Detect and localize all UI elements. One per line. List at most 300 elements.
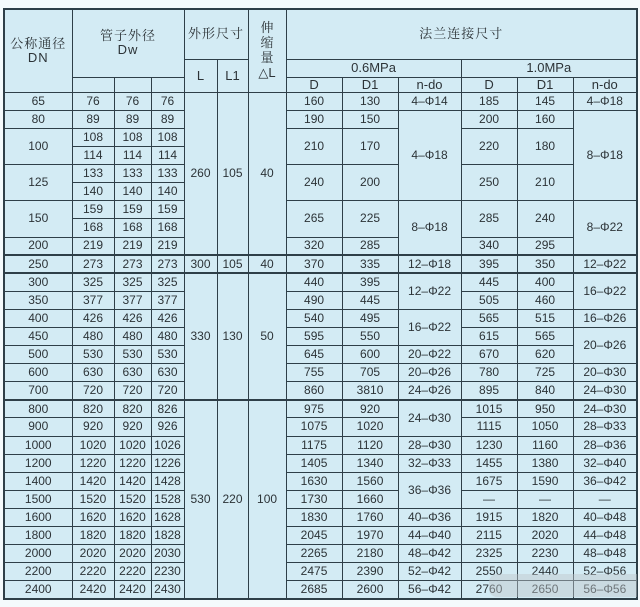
cell: 114 (72, 147, 114, 165)
table-row (4, 490, 637, 508)
col-header-d-06: D (286, 77, 342, 92)
cell: 225 (342, 201, 398, 237)
cell: 445 (461, 273, 517, 291)
cell: 630 (151, 364, 184, 382)
cell: 130 (342, 92, 398, 110)
cell: 540 (286, 309, 342, 327)
expansion-symbol: △L (258, 64, 276, 80)
table-row (4, 472, 637, 490)
expansion-char-3: 量 (260, 49, 274, 65)
cell: 56–Φ42 (398, 581, 461, 599)
col-header-dn (4, 9, 72, 92)
cell: 500 (4, 346, 72, 364)
cell: 400 (517, 273, 573, 291)
cell: 1630 (286, 472, 342, 490)
cell: 240 (286, 165, 342, 201)
cell: 52–Φ42 (398, 563, 461, 581)
cell: 250 (4, 255, 72, 273)
cell: 1220 (114, 454, 151, 472)
cell: 1075 (286, 418, 342, 436)
cell: 565 (517, 328, 573, 346)
dn-symbol: DN (27, 49, 49, 65)
cell: 565 (461, 309, 517, 327)
cell: 1020 (72, 436, 114, 454)
cell: 12–Φ22 (573, 255, 637, 273)
cell: 840 (517, 382, 573, 400)
table-row (4, 92, 637, 110)
cell: 600 (342, 346, 398, 364)
cell: 28–Φ33 (573, 418, 637, 436)
cell: 515 (517, 309, 573, 327)
cell: 273 (151, 255, 184, 273)
cell: 335 (342, 255, 398, 273)
cell: 24–Φ26 (398, 382, 461, 400)
cell: 300 (4, 273, 72, 291)
cell: 1226 (151, 454, 184, 472)
table-row (4, 454, 637, 472)
cell: 20–Φ26 (573, 328, 637, 364)
cell: 1560 (342, 472, 398, 490)
cell: 395 (342, 273, 398, 291)
cell: 44–Φ40 (398, 527, 461, 545)
cell: 105 (217, 92, 248, 255)
cell: 114 (114, 147, 151, 165)
cell: 2325 (461, 545, 517, 563)
cell: 1820 (114, 527, 151, 545)
cell: 185 (461, 92, 517, 110)
dw-subcell-3 (151, 77, 184, 92)
cell: 2265 (286, 545, 342, 563)
col-header-l1: L1 (217, 59, 248, 92)
cell: 200 (4, 237, 72, 255)
table-row (4, 436, 637, 454)
cell: 89 (72, 110, 114, 128)
cell: 445 (342, 291, 398, 309)
cell: 820 (114, 400, 151, 418)
cell: 1660 (342, 490, 398, 508)
cell: 1026 (151, 436, 184, 454)
cell: 895 (461, 382, 517, 400)
cell: 975 (286, 400, 342, 418)
cell: 2430 (151, 581, 184, 599)
cell: 8–Φ18 (573, 110, 637, 200)
cell: 2390 (342, 563, 398, 581)
cell: 720 (114, 382, 151, 400)
cell: 1620 (72, 508, 114, 526)
cell: 285 (342, 237, 398, 255)
cell: 170 (342, 128, 398, 164)
cell: 426 (151, 309, 184, 327)
cell: 2230 (517, 545, 573, 563)
cell: 133 (72, 165, 114, 183)
table-row (4, 237, 637, 255)
cell: 89 (151, 110, 184, 128)
col-header-d-10: D (461, 77, 517, 92)
cell: 28–Φ30 (398, 436, 461, 454)
table-row (4, 400, 637, 418)
cell: 450 (4, 328, 72, 346)
cell: 460 (517, 291, 573, 309)
cell: 2685 (286, 581, 342, 599)
cell: 1200 (4, 454, 72, 472)
col-header-ndo-06: n-do (398, 77, 461, 92)
cell: 273 (114, 255, 151, 273)
cell: 330 (184, 273, 217, 400)
cell: 400 (4, 309, 72, 327)
table-row (4, 309, 637, 327)
cell: 2550 (461, 563, 517, 581)
cell: 133 (151, 165, 184, 183)
cell: 3810 (342, 382, 398, 400)
cell: 800 (4, 400, 72, 418)
cell: 350 (517, 255, 573, 273)
cell: 1120 (342, 436, 398, 454)
cell: 1230 (461, 436, 517, 454)
cell: 1175 (286, 436, 342, 454)
cell: 2000 (4, 545, 72, 563)
cell: 620 (517, 346, 573, 364)
cell: 2020 (72, 545, 114, 563)
dw-subcell-1 (72, 77, 114, 92)
cell: 1828 (151, 527, 184, 545)
cell: 40 (248, 92, 286, 255)
cell: 2045 (286, 527, 342, 545)
cell: 426 (72, 309, 114, 327)
cell: 159 (114, 201, 151, 219)
cell: 720 (151, 382, 184, 400)
cell: 1520 (72, 490, 114, 508)
cell: 1050 (517, 418, 573, 436)
cell: 80 (4, 110, 72, 128)
table-row (4, 128, 637, 146)
cell: 150 (342, 110, 398, 128)
cell: 12–Φ18 (398, 255, 461, 273)
cell: 1455 (461, 454, 517, 472)
expansion-char-2: 缩 (260, 34, 274, 50)
cell: 89 (114, 110, 151, 128)
cell: 180 (517, 128, 573, 164)
cell: 2420 (72, 581, 114, 599)
cell: 820 (72, 400, 114, 418)
expansion-char-1: 伸 (260, 20, 274, 36)
col-header-ndo-10: n-do (573, 77, 637, 92)
cell: 2220 (114, 563, 151, 581)
cell: 8–Φ18 (398, 201, 461, 255)
cell: 140 (72, 183, 114, 201)
cell: 160 (517, 110, 573, 128)
cell: 12–Φ22 (398, 273, 461, 309)
cell: 1000 (4, 436, 72, 454)
cell: 76 (114, 92, 151, 110)
cell: — (461, 490, 517, 508)
cell: 220 (461, 128, 517, 164)
cell: 220 (217, 400, 248, 599)
cell: 100 (248, 400, 286, 599)
table-row (4, 110, 637, 128)
col-header-d1-10: D1 (517, 77, 573, 92)
cell: 273 (72, 255, 114, 273)
cell: 495 (342, 309, 398, 327)
cell: 1420 (114, 472, 151, 490)
cell: 1970 (342, 527, 398, 545)
cell: 530 (72, 346, 114, 364)
cell: 168 (151, 219, 184, 237)
cell: 1915 (461, 508, 517, 526)
cell: 1405 (286, 454, 342, 472)
cell: 325 (114, 273, 151, 291)
cell: 950 (517, 400, 573, 418)
cell: 1340 (342, 454, 398, 472)
cell: 1800 (4, 527, 72, 545)
cell: 1115 (461, 418, 517, 436)
cell: 755 (286, 364, 342, 382)
cell: 108 (114, 128, 151, 146)
table-row (4, 346, 637, 364)
cell: 20–Φ22 (398, 346, 461, 364)
cell: 40–Φ48 (573, 508, 637, 526)
table-row (4, 328, 637, 346)
cell: 1015 (461, 400, 517, 418)
cell: 370 (286, 255, 342, 273)
cell: 105 (217, 255, 248, 273)
cell: 36–Φ36 (398, 472, 461, 508)
cell: 50 (248, 273, 286, 400)
cell: 2020 (114, 545, 151, 563)
cell: 200 (342, 165, 398, 201)
cell: 1730 (286, 490, 342, 508)
table-row (4, 364, 637, 382)
cell: 377 (151, 291, 184, 309)
cell: 2760 (461, 581, 517, 599)
cell: 240 (517, 201, 573, 237)
cell: 168 (114, 219, 151, 237)
cell: 480 (72, 328, 114, 346)
cell: 2475 (286, 563, 342, 581)
cell: 20–Φ30 (573, 364, 637, 382)
cell: 1428 (151, 472, 184, 490)
cell: 145 (517, 92, 573, 110)
cell: 377 (72, 291, 114, 309)
cell: — (517, 490, 573, 508)
col-header-outline: 外形尺寸 (184, 9, 248, 59)
cell: 32–Φ33 (398, 454, 461, 472)
cell: 1020 (114, 436, 151, 454)
cell: 490 (286, 291, 342, 309)
cell: 377 (114, 291, 151, 309)
cell: 530 (184, 400, 217, 599)
cell: 219 (114, 237, 151, 255)
table-row (4, 581, 637, 599)
table-row (4, 165, 637, 183)
cell: 250 (461, 165, 517, 201)
table-row (4, 273, 637, 291)
cell: 480 (151, 328, 184, 346)
cell: 2400 (4, 581, 72, 599)
cell: 76 (151, 92, 184, 110)
table-row (4, 382, 637, 400)
table-row (4, 508, 637, 526)
cell: 190 (286, 110, 342, 128)
dw-label: 管子外径 (100, 27, 157, 43)
cell: 1160 (517, 436, 573, 454)
table-row (4, 563, 637, 581)
cell: 2030 (151, 545, 184, 563)
cell: 1820 (72, 527, 114, 545)
cell: 2220 (72, 563, 114, 581)
cell: 2600 (342, 581, 398, 599)
dw-symbol: Dw (117, 42, 139, 58)
flange-dimension-sheet (3, 8, 637, 600)
cell: 826 (151, 400, 184, 418)
cell: 2650 (517, 581, 573, 599)
cell: 265 (286, 201, 342, 237)
cell: 505 (461, 291, 517, 309)
col-header-flange: 法兰连接尺寸 (286, 9, 637, 59)
cell: 65 (4, 92, 72, 110)
cell: 615 (461, 328, 517, 346)
table-header (4, 9, 637, 92)
cell: 133 (114, 165, 151, 183)
cell: 295 (517, 237, 573, 255)
cell: 600 (4, 364, 72, 382)
cell: 1628 (151, 508, 184, 526)
cell: 1675 (461, 472, 517, 490)
cell: 56–Φ56 (573, 581, 637, 599)
cell: 210 (286, 128, 342, 164)
cell: 630 (114, 364, 151, 382)
table-row (4, 418, 637, 436)
table-row (4, 291, 637, 309)
cell: 40 (248, 255, 286, 273)
cell: 340 (461, 237, 517, 255)
cell: 1528 (151, 490, 184, 508)
cell: 426 (114, 309, 151, 327)
cell: 48–Φ48 (573, 545, 637, 563)
cell: 1820 (517, 508, 573, 526)
cell: 860 (286, 382, 342, 400)
cell: 1380 (517, 454, 573, 472)
cell: 159 (151, 201, 184, 219)
cell: 108 (151, 128, 184, 146)
cell: 630 (72, 364, 114, 382)
cell: 480 (114, 328, 151, 346)
cell: 920 (342, 400, 398, 418)
table-row (4, 201, 637, 219)
cell: 16–Φ26 (573, 309, 637, 327)
cell: 4–Φ18 (398, 110, 461, 200)
cell: 595 (286, 328, 342, 346)
cell: 32–Φ40 (573, 454, 637, 472)
cell: 108 (72, 128, 114, 146)
cell: 150 (4, 201, 72, 237)
col-header-dw (72, 9, 184, 77)
cell: 350 (4, 291, 72, 309)
cell: 210 (517, 165, 573, 201)
cell: 1600 (4, 508, 72, 526)
cell: 926 (151, 418, 184, 436)
cell: 1590 (517, 472, 573, 490)
cell: 114 (151, 147, 184, 165)
col-header-06mpa: 0.6MPa (286, 59, 461, 77)
cell: 670 (461, 346, 517, 364)
cell: 8–Φ22 (573, 201, 637, 255)
cell: 4–Φ14 (398, 92, 461, 110)
cell: 260 (184, 92, 217, 255)
cell: 2420 (114, 581, 151, 599)
table-row (4, 255, 637, 273)
cell: 550 (342, 328, 398, 346)
cell: 200 (461, 110, 517, 128)
cell: 920 (72, 418, 114, 436)
cell: 920 (114, 418, 151, 436)
col-header-d1-06: D1 (342, 77, 398, 92)
cell: 16–Φ22 (398, 309, 461, 345)
cell: 530 (151, 346, 184, 364)
cell: 2230 (151, 563, 184, 581)
cell: 40–Φ36 (398, 508, 461, 526)
cell: 219 (72, 237, 114, 255)
cell: 1620 (114, 508, 151, 526)
cell: 705 (342, 364, 398, 382)
cell: 140 (151, 183, 184, 201)
cell: 76 (72, 92, 114, 110)
col-header-l: L (184, 59, 217, 92)
cell: 1520 (114, 490, 151, 508)
cell: 2180 (342, 545, 398, 563)
col-header-10mpa: 1.0MPa (461, 59, 637, 77)
cell: 140 (114, 183, 151, 201)
cell: 1020 (342, 418, 398, 436)
cell: 285 (461, 201, 517, 237)
cell: 1830 (286, 508, 342, 526)
cell: 325 (151, 273, 184, 291)
cell: 1400 (4, 472, 72, 490)
cell: 168 (72, 219, 114, 237)
table-row (4, 545, 637, 563)
cell: 700 (4, 382, 72, 400)
cell: 52–Φ56 (573, 563, 637, 581)
cell: 780 (461, 364, 517, 382)
cell: 159 (72, 201, 114, 219)
cell: 320 (286, 237, 342, 255)
cell: 48–Φ42 (398, 545, 461, 563)
cell: 395 (461, 255, 517, 273)
cell: 530 (114, 346, 151, 364)
cell: 725 (517, 364, 573, 382)
dw-subcell-2 (114, 77, 151, 92)
cell: 100 (4, 128, 72, 164)
cell: 24–Φ30 (398, 400, 461, 436)
cell: 44–Φ48 (573, 527, 637, 545)
cell: 440 (286, 273, 342, 291)
table-body (4, 92, 637, 599)
table-row (4, 527, 637, 545)
cell: 1420 (72, 472, 114, 490)
cell: 2440 (517, 563, 573, 581)
cell: 16–Φ22 (573, 273, 637, 309)
cell: 2200 (4, 563, 72, 581)
cell: 325 (72, 273, 114, 291)
cell: 720 (72, 382, 114, 400)
cell: 300 (184, 255, 217, 273)
cell: 645 (286, 346, 342, 364)
cell: 20–Φ26 (398, 364, 461, 382)
cell: 2020 (517, 527, 573, 545)
cell: 24–Φ30 (573, 382, 637, 400)
cell: 2115 (461, 527, 517, 545)
cell: 1760 (342, 508, 398, 526)
col-header-expansion (248, 9, 286, 92)
